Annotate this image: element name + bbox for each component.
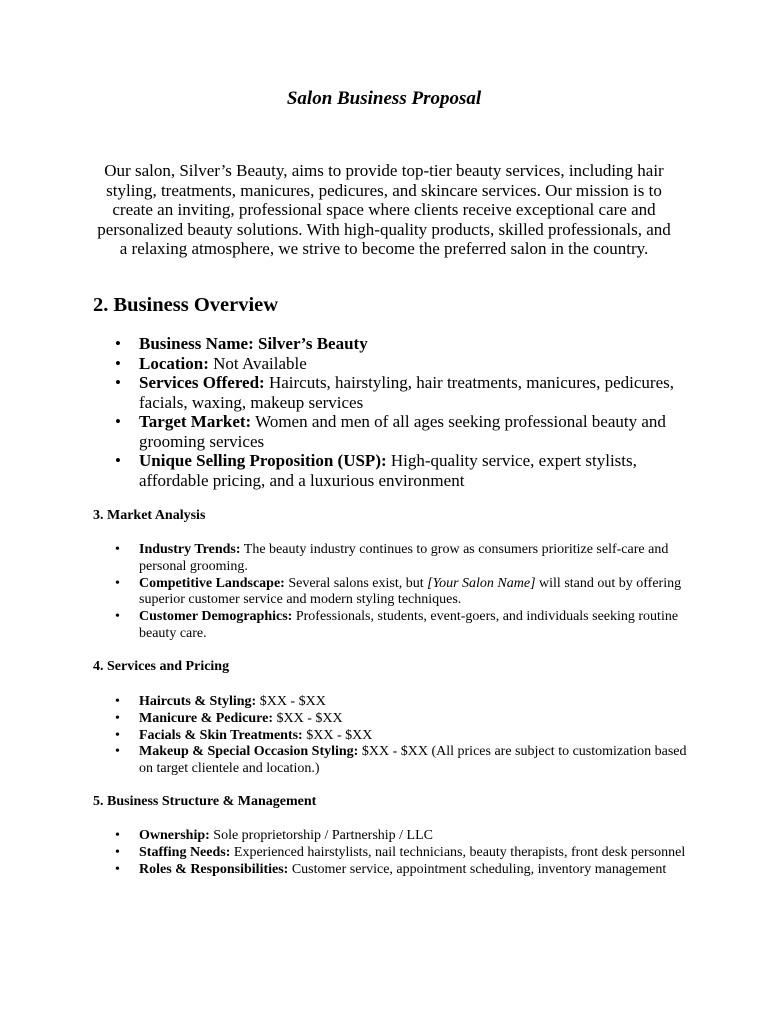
item-text: Haircuts, hairstyling, hair treatments, manicures, pedicures, facials, waxing, makeup services: [139, 373, 675, 412]
item-label: Location:: [139, 353, 209, 373]
list-item: [93, 373, 683, 412]
business-overview-list: [93, 334, 683, 490]
item-text: will stand out by offering superior customer service and modern styling techniques.: [139, 575, 682, 608]
market-analysis-list: [93, 542, 693, 643]
item-label: Staffing Needs:: [139, 844, 231, 860]
item-text: Experienced hairstylists, nail technicians, beauty therapists, front desk personnel: [230, 844, 686, 860]
item-text: Sole proprietorship / Partnership / LLC: [209, 828, 433, 843]
document-title: Salon Business Proposal: [286, 88, 482, 109]
item-label: Manicure & Pedicure:: [139, 710, 274, 726]
item-label: Haircuts & Styling:: [139, 694, 257, 709]
section-heading-services-pricing: 4. Services and Pricing: [93, 659, 230, 674]
item-label: Roles & Responsibilities:: [139, 861, 289, 877]
list-item: [93, 334, 683, 354]
item-label: Industry Trends:: [139, 542, 241, 557]
section-heading-market-analysis: 3. Market Analysis: [93, 508, 206, 523]
item-text: Customer service, appointment scheduling, inventory management: [288, 861, 667, 877]
intro-paragraph: Our salon, Silver’s Beauty, aims to provide top-tier beauty services, including hair styling, treatments, manicures, pedicures, and skincare services. Our mission is to create an inviting, professional space where clients receive exceptional care and personalized beauty solutions. With high-quality products, skilled professionals, and a relaxing atmosphere, we strive to become the preferred salon in the country.: [97, 161, 671, 259]
item-text: Several salons exist, but: [284, 575, 428, 591]
business-structure-list: [93, 828, 693, 878]
list-item: [93, 412, 683, 451]
item-label: Business Name: Silver’s Beauty: [139, 334, 368, 353]
list-item: [93, 694, 693, 711]
item-text: High-quality service, expert stylists, affordable pricing, and a luxurious environment: [139, 451, 637, 490]
item-text: Women and men of all ages seeking professional beauty and grooming services: [139, 412, 666, 451]
list-item: [93, 711, 693, 728]
services-pricing-list: [93, 694, 693, 778]
list-item: [93, 744, 693, 778]
item-label: Facials & Skin Treatments:: [139, 727, 303, 743]
item-italic-placeholder: [Your Salon Name]: [427, 575, 536, 591]
item-label: Unique Selling Proposition (USP):: [139, 451, 387, 470]
list-item: [93, 451, 683, 490]
list-item: [93, 542, 693, 576]
item-label: Customer Demographics:: [139, 609, 293, 625]
item-label: Target Market:: [139, 412, 252, 431]
list-item: [93, 845, 693, 862]
list-item: [93, 728, 693, 745]
list-item: [93, 354, 683, 374]
section-heading-business-structure: 5. Business Structure & Management: [93, 794, 317, 809]
item-label: Makeup & Special Occasion Styling:: [139, 744, 359, 760]
item-label: Ownership:: [139, 828, 210, 843]
item-text: $XX - $XX: [273, 710, 343, 726]
item-text: $XX - $XX: [256, 694, 326, 709]
list-item: [93, 862, 693, 879]
item-text: $XX - $XX (All prices are subject to customization based on target clientele and location.): [139, 744, 687, 777]
item-label: Services Offered:: [139, 373, 265, 392]
section-heading-business-overview: 2. Business Overview: [93, 294, 279, 316]
item-text: Not Available: [208, 353, 307, 373]
list-item: [93, 609, 693, 643]
item-text: $XX - $XX: [302, 727, 373, 743]
list-item: [93, 576, 693, 610]
item-label: Competitive Landscape:: [139, 575, 285, 591]
list-item: [93, 828, 693, 845]
item-text: The beauty industry continues to grow as consumers prioritize self-care and personal grooming.: [139, 542, 669, 574]
item-text: Professionals, students, event-goers, and individuals seeking routine beauty care.: [139, 609, 679, 641]
